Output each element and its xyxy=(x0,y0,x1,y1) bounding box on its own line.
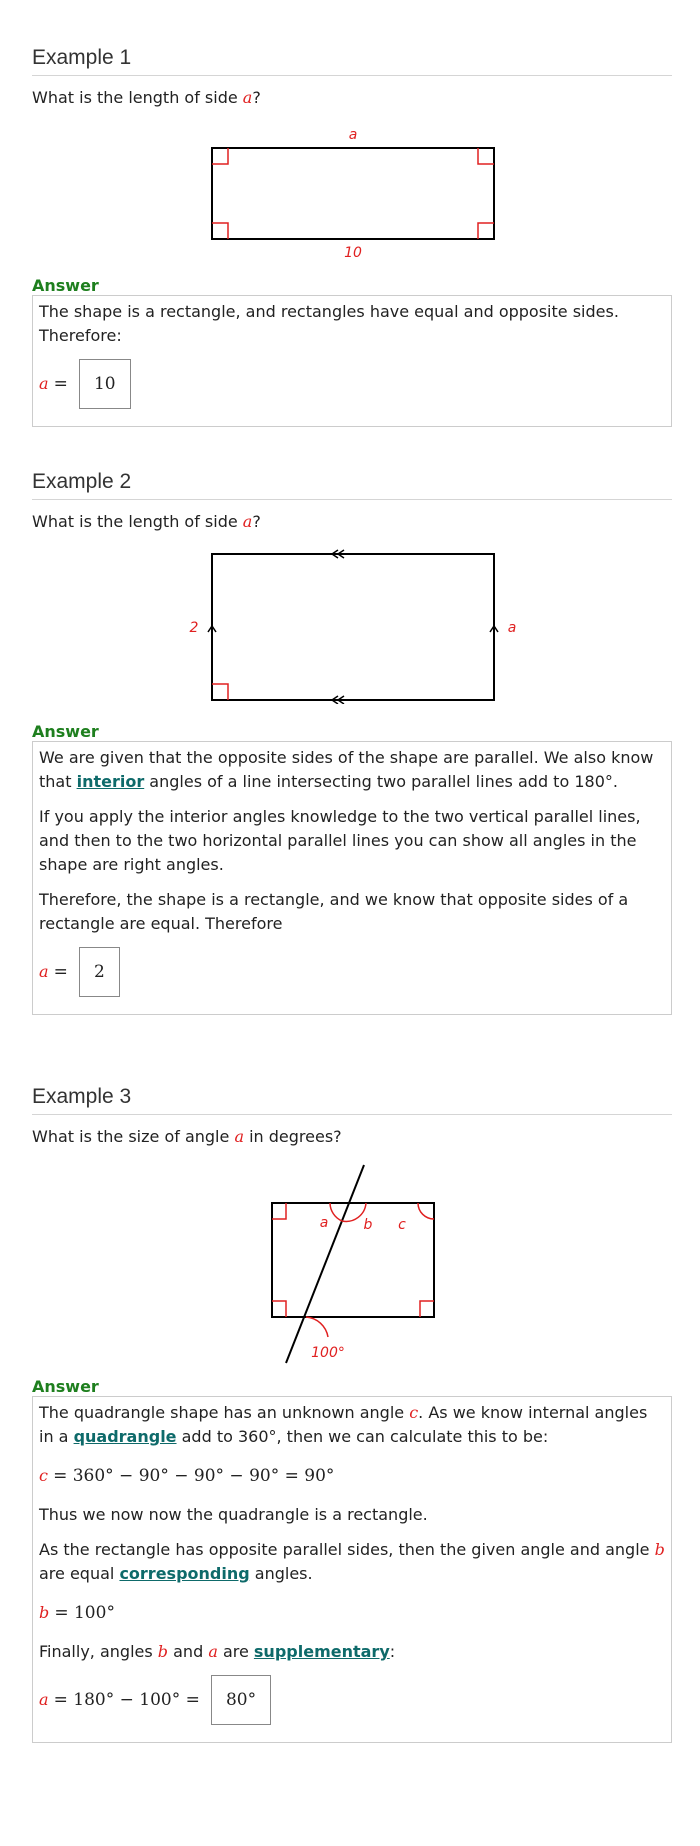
corresponding-link[interactable]: corresponding xyxy=(119,1564,250,1583)
side-label-top: a xyxy=(348,127,358,143)
question-end: ? xyxy=(252,88,261,107)
equation-b xyxy=(39,1597,665,1629)
example-3 xyxy=(32,1085,672,1743)
example-3-title: Example 3 xyxy=(32,1085,672,1115)
equation-operator: = xyxy=(53,374,68,394)
answer-equation xyxy=(39,947,665,997)
example-2-answer-box xyxy=(32,741,672,1015)
equation-variable: a xyxy=(39,374,49,393)
side-label-left: 2 xyxy=(189,620,199,636)
paragraph-text: are xyxy=(217,1642,254,1661)
right-angle-marker xyxy=(272,1301,286,1317)
paragraph-text: add to 360°, then we can calculate this to be: xyxy=(176,1427,549,1446)
equation-variable: a xyxy=(39,1690,49,1709)
inline-variable: b xyxy=(157,1642,169,1661)
example-2-answer-label: Answer xyxy=(32,722,99,741)
right-angle-marker xyxy=(212,684,228,700)
angle-label-100: 100° xyxy=(311,1345,345,1361)
right-angle-marker xyxy=(478,148,494,164)
equation-variable: b xyxy=(39,1603,50,1622)
equation-a xyxy=(39,1675,665,1725)
inline-variable: a xyxy=(208,1642,218,1661)
equation-expression: = 180° − 100° = xyxy=(53,1690,200,1710)
question-text: What is the length of side xyxy=(32,88,243,107)
right-angle-marker xyxy=(272,1203,286,1219)
question-text: What is the length of side xyxy=(32,512,243,531)
side-label-bottom: 10 xyxy=(344,245,362,261)
equation-variable: c xyxy=(39,1466,48,1485)
question-variable: a xyxy=(242,88,253,107)
angle-label-c: c xyxy=(398,1217,406,1233)
example-2-title: Example 2 xyxy=(32,470,672,500)
example-3-answer-label: Answer xyxy=(32,1377,99,1396)
equation-variable: a xyxy=(39,962,49,981)
example-3-question xyxy=(32,1127,672,1147)
paragraph-text: Finally, angles xyxy=(39,1642,158,1661)
answer-paragraph-3: Therefore, the shape is a rectangle, and we know that opposite sides of a rectangle are equal. Therefore xyxy=(39,890,629,933)
paragraph-text: . As we know internal angles in a xyxy=(39,1403,648,1446)
example-1-answer-box xyxy=(32,295,672,427)
paragraph-text: : xyxy=(389,1642,396,1661)
equation-expression: = 360° − 90° − 90° − 90° = 90° xyxy=(53,1466,335,1486)
angle-arc-c xyxy=(418,1203,434,1219)
example-1 xyxy=(32,46,672,427)
right-angle-marker xyxy=(420,1301,434,1317)
inline-variable: c xyxy=(409,1403,419,1422)
right-angle-marker xyxy=(212,148,228,164)
transversal-line xyxy=(286,1165,364,1363)
paragraph-text: angles. xyxy=(249,1564,313,1583)
answer-paragraph-2: Thus we now now the quadrangle is a rectangle. xyxy=(39,1505,428,1524)
right-angle-marker xyxy=(212,223,228,239)
example-1-answer-label: Answer xyxy=(32,276,99,295)
question-variable: a xyxy=(242,512,253,531)
angle-label-a: a xyxy=(319,1215,329,1231)
example-3-answer-box xyxy=(32,1396,672,1743)
question-text: What is the size of angle xyxy=(32,1127,235,1146)
right-angle-marker xyxy=(478,223,494,239)
rectangle-shape xyxy=(212,148,494,239)
answer-paragraph-2: If you apply the interior angles knowledge to the two vertical parallel lines, and then to the two horizontal parallel lines you can show all angles in the shape are right angles. xyxy=(39,807,641,874)
answer-paragraph-3 xyxy=(39,1538,665,1586)
equation-c xyxy=(39,1460,665,1492)
angle-arc-100 xyxy=(306,1317,328,1337)
example-3-diagram xyxy=(252,1157,452,1367)
inline-variable: b xyxy=(654,1540,665,1559)
interior-link[interactable]: interior xyxy=(76,772,145,791)
example-2 xyxy=(32,470,672,1015)
side-label-right: a xyxy=(507,620,517,636)
angle-label-b: b xyxy=(363,1217,373,1233)
answer-result-box: 10 xyxy=(79,359,131,409)
angle-arc-a xyxy=(330,1203,342,1221)
example-1-question xyxy=(32,88,672,108)
answer-paragraph-1 xyxy=(39,746,665,794)
equation-operator: = xyxy=(53,962,68,982)
supplementary-link[interactable]: supplementary xyxy=(253,1642,390,1661)
parallelogram-shape xyxy=(212,554,494,700)
example-2-diagram xyxy=(182,544,522,704)
answer-paragraph-1 xyxy=(39,1401,665,1449)
equation-expression: = 100° xyxy=(54,1603,115,1623)
paragraph-text: and xyxy=(168,1642,209,1661)
paragraph-text: are equal xyxy=(39,1564,120,1583)
answer-equation xyxy=(39,359,665,409)
answer-result-box: 80° xyxy=(211,1675,271,1725)
example-2-question xyxy=(32,512,672,532)
example-1-diagram xyxy=(202,124,502,264)
answer-paragraph-4 xyxy=(39,1640,665,1664)
answer-text: The shape is a rectangle, and rectangles have equal and opposite sides. Therefore: xyxy=(39,302,619,345)
example-1-title: Example 1 xyxy=(32,46,672,76)
paragraph-text: As the rectangle has opposite parallel sides, then the given angle and angle xyxy=(39,1540,655,1559)
paragraph-text: The quadrangle shape has an unknown angle xyxy=(39,1403,410,1422)
question-end: ? xyxy=(252,512,261,531)
paragraph-text: angles of a line intersecting two parallel lines add to 180°. xyxy=(144,772,618,791)
paragraph-text: We are given that the opposite sides of the shape are parallel. We also know that xyxy=(39,748,654,791)
answer-result-box: 2 xyxy=(79,947,120,997)
question-end: in degrees? xyxy=(243,1127,342,1146)
question-variable: a xyxy=(234,1127,244,1146)
quadrangle-link[interactable]: quadrangle xyxy=(73,1427,177,1446)
